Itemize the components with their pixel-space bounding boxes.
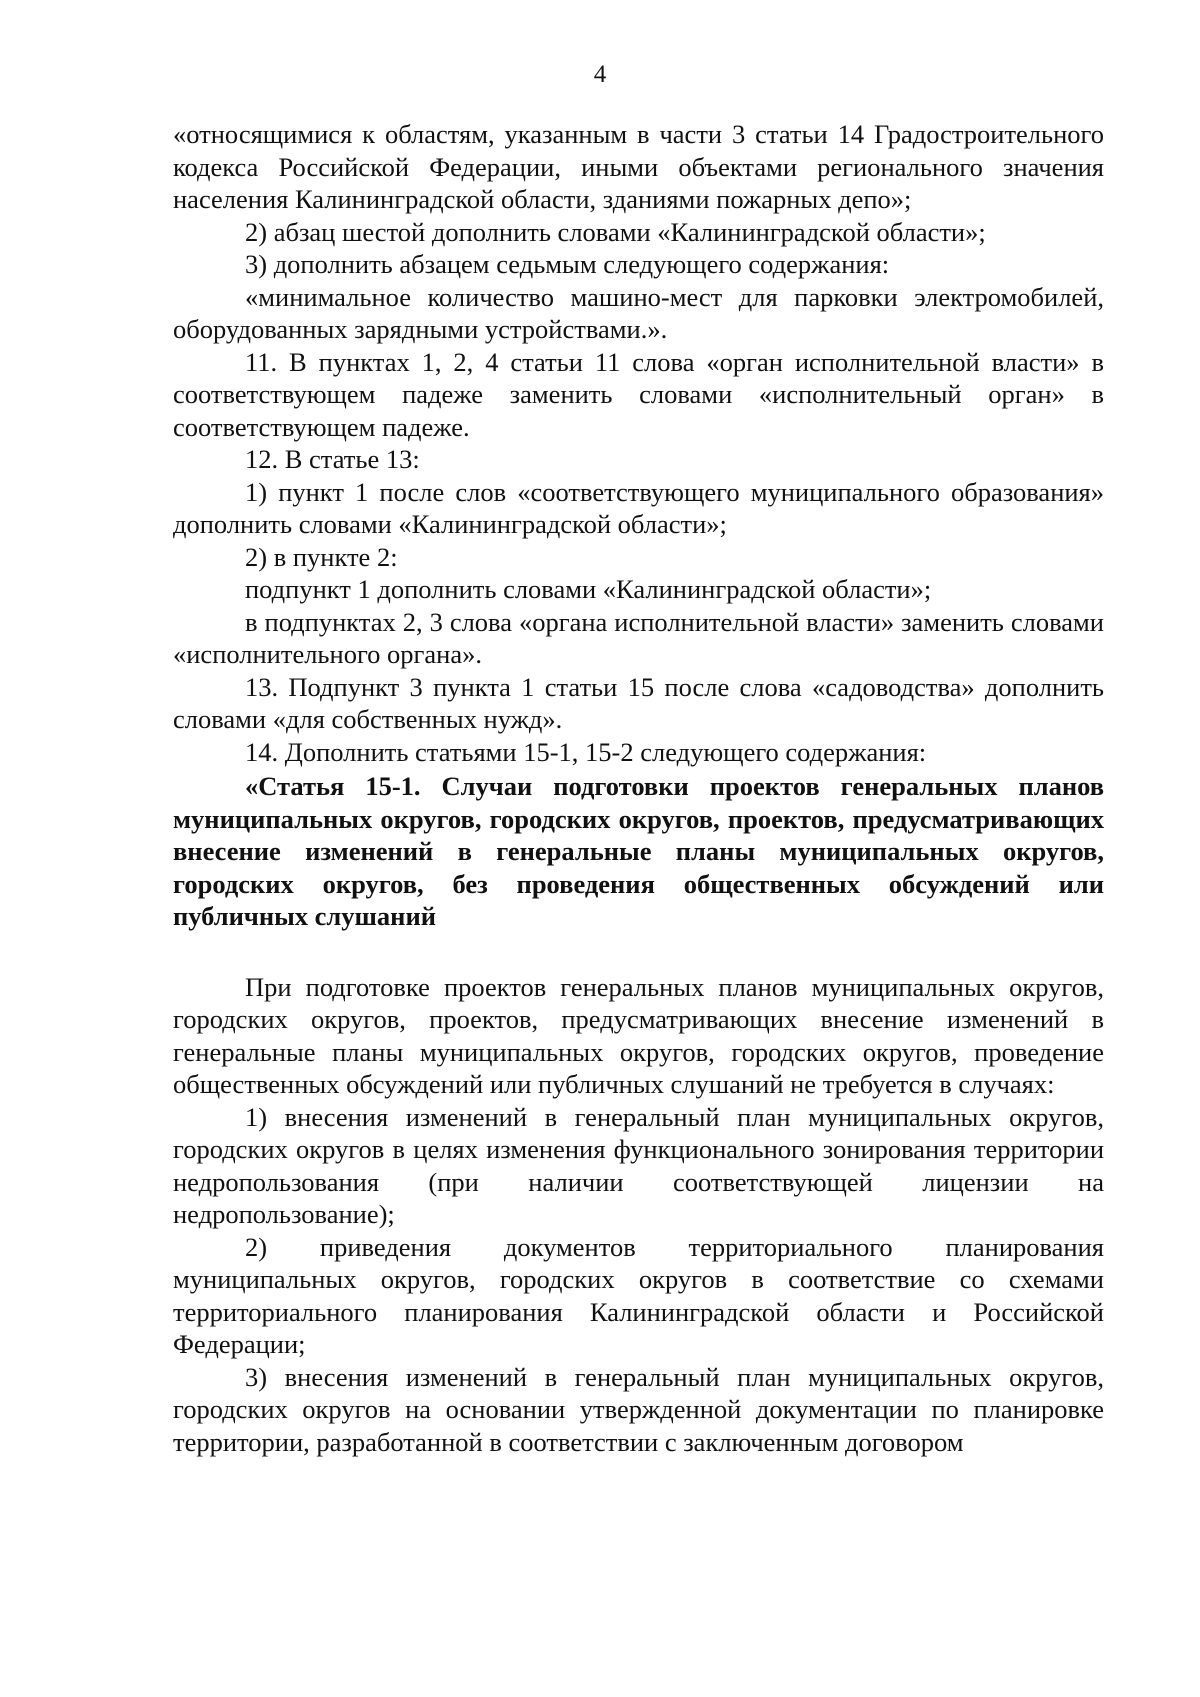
paragraph: 3) дополнить абзацем седьмым следующего содержания: xyxy=(245,249,890,279)
article-paragraph: 1) внесения изменений в генеральный план муниципальных округов, городских округов в целях изменения функционального зонирования территории недропользования (при наличии соответствующей лицензии на недропользование); xyxy=(173,1101,1104,1229)
paragraph: в подпунктах 2, 3 слова «органа исполнительной власти» заменить словами «исполнительного органа». xyxy=(173,606,1104,669)
paragraph: 2) в пункте 2: xyxy=(245,541,398,572)
paragraph: 2) абзац шестой дополнить словами «Калининградской области»; xyxy=(245,216,986,247)
article-paragraph: 3) внесения изменений в генеральный план муниципальных округов, городских округов на основании утвержденной документации по планировке территории, разработанной в соответствии с заключенным договором xyxy=(173,1361,1104,1457)
paragraph: подпункт 1 дополнить словами «Калининградской области»; xyxy=(245,574,932,604)
paragraph: 13. Подпункт 3 пункта 1 статьи 15 после слова «садоводства» дополнить словами «для собственных нужд». xyxy=(173,671,1104,734)
paragraph: «относящимися к областям, указанным в части 3 статьи 14 Градостроительного кодекса Российской Федерации, иными объектами регионального значения населения Калининградской области, зданиями пожарных депо»; xyxy=(173,119,1104,214)
paragraph: «минимальное количество машино-мест для парковки электромобилей, оборудованных зарядными устройствами.». xyxy=(173,281,1104,344)
paragraph: 14. Дополнить статьями 15-1, 15-2 следующего содержания: xyxy=(245,736,927,767)
page-number: 4 xyxy=(593,61,607,88)
paragraph: 11. В пунктах 1, 2, 4 статьи 11 слова «орган исполнительной власти» в соответствующем падеже заменить словами «исполнительный орган» в соответствующем падеже. xyxy=(173,346,1104,442)
article-heading: «Статья 15-1. Случаи подготовки проектов генеральных планов муниципальных округов, городских округов, проектов, предусматривающих внесение изменений в генеральные планы муниципальных округов, городских округов, без проведения общественных обсуждений или публичных слушаний xyxy=(173,771,1104,931)
article-paragraph: При подготовке проектов генеральных планов муниципальных округов, городских округов, проектов, предусматривающих внесение изменений в генеральные планы муниципальных округов, городских округов, проведение общественных обсуждений или публичных слушаний не требуется в случаях: xyxy=(173,971,1104,1099)
spacer xyxy=(173,933,1104,971)
document-body xyxy=(173,118,1104,1458)
article-paragraph: 2) приведения документов территориального планирования муниципальных округов, городских округов в соответствие со схемами территориального планирования Калининградской области и Российской Федерации; xyxy=(173,1231,1104,1359)
paragraph: 12. В статье 13: xyxy=(245,444,420,474)
paragraph: 1) пункт 1 после слов «соответствующего муниципального образования» дополнить словами «Калининградской области»; xyxy=(173,476,1104,539)
